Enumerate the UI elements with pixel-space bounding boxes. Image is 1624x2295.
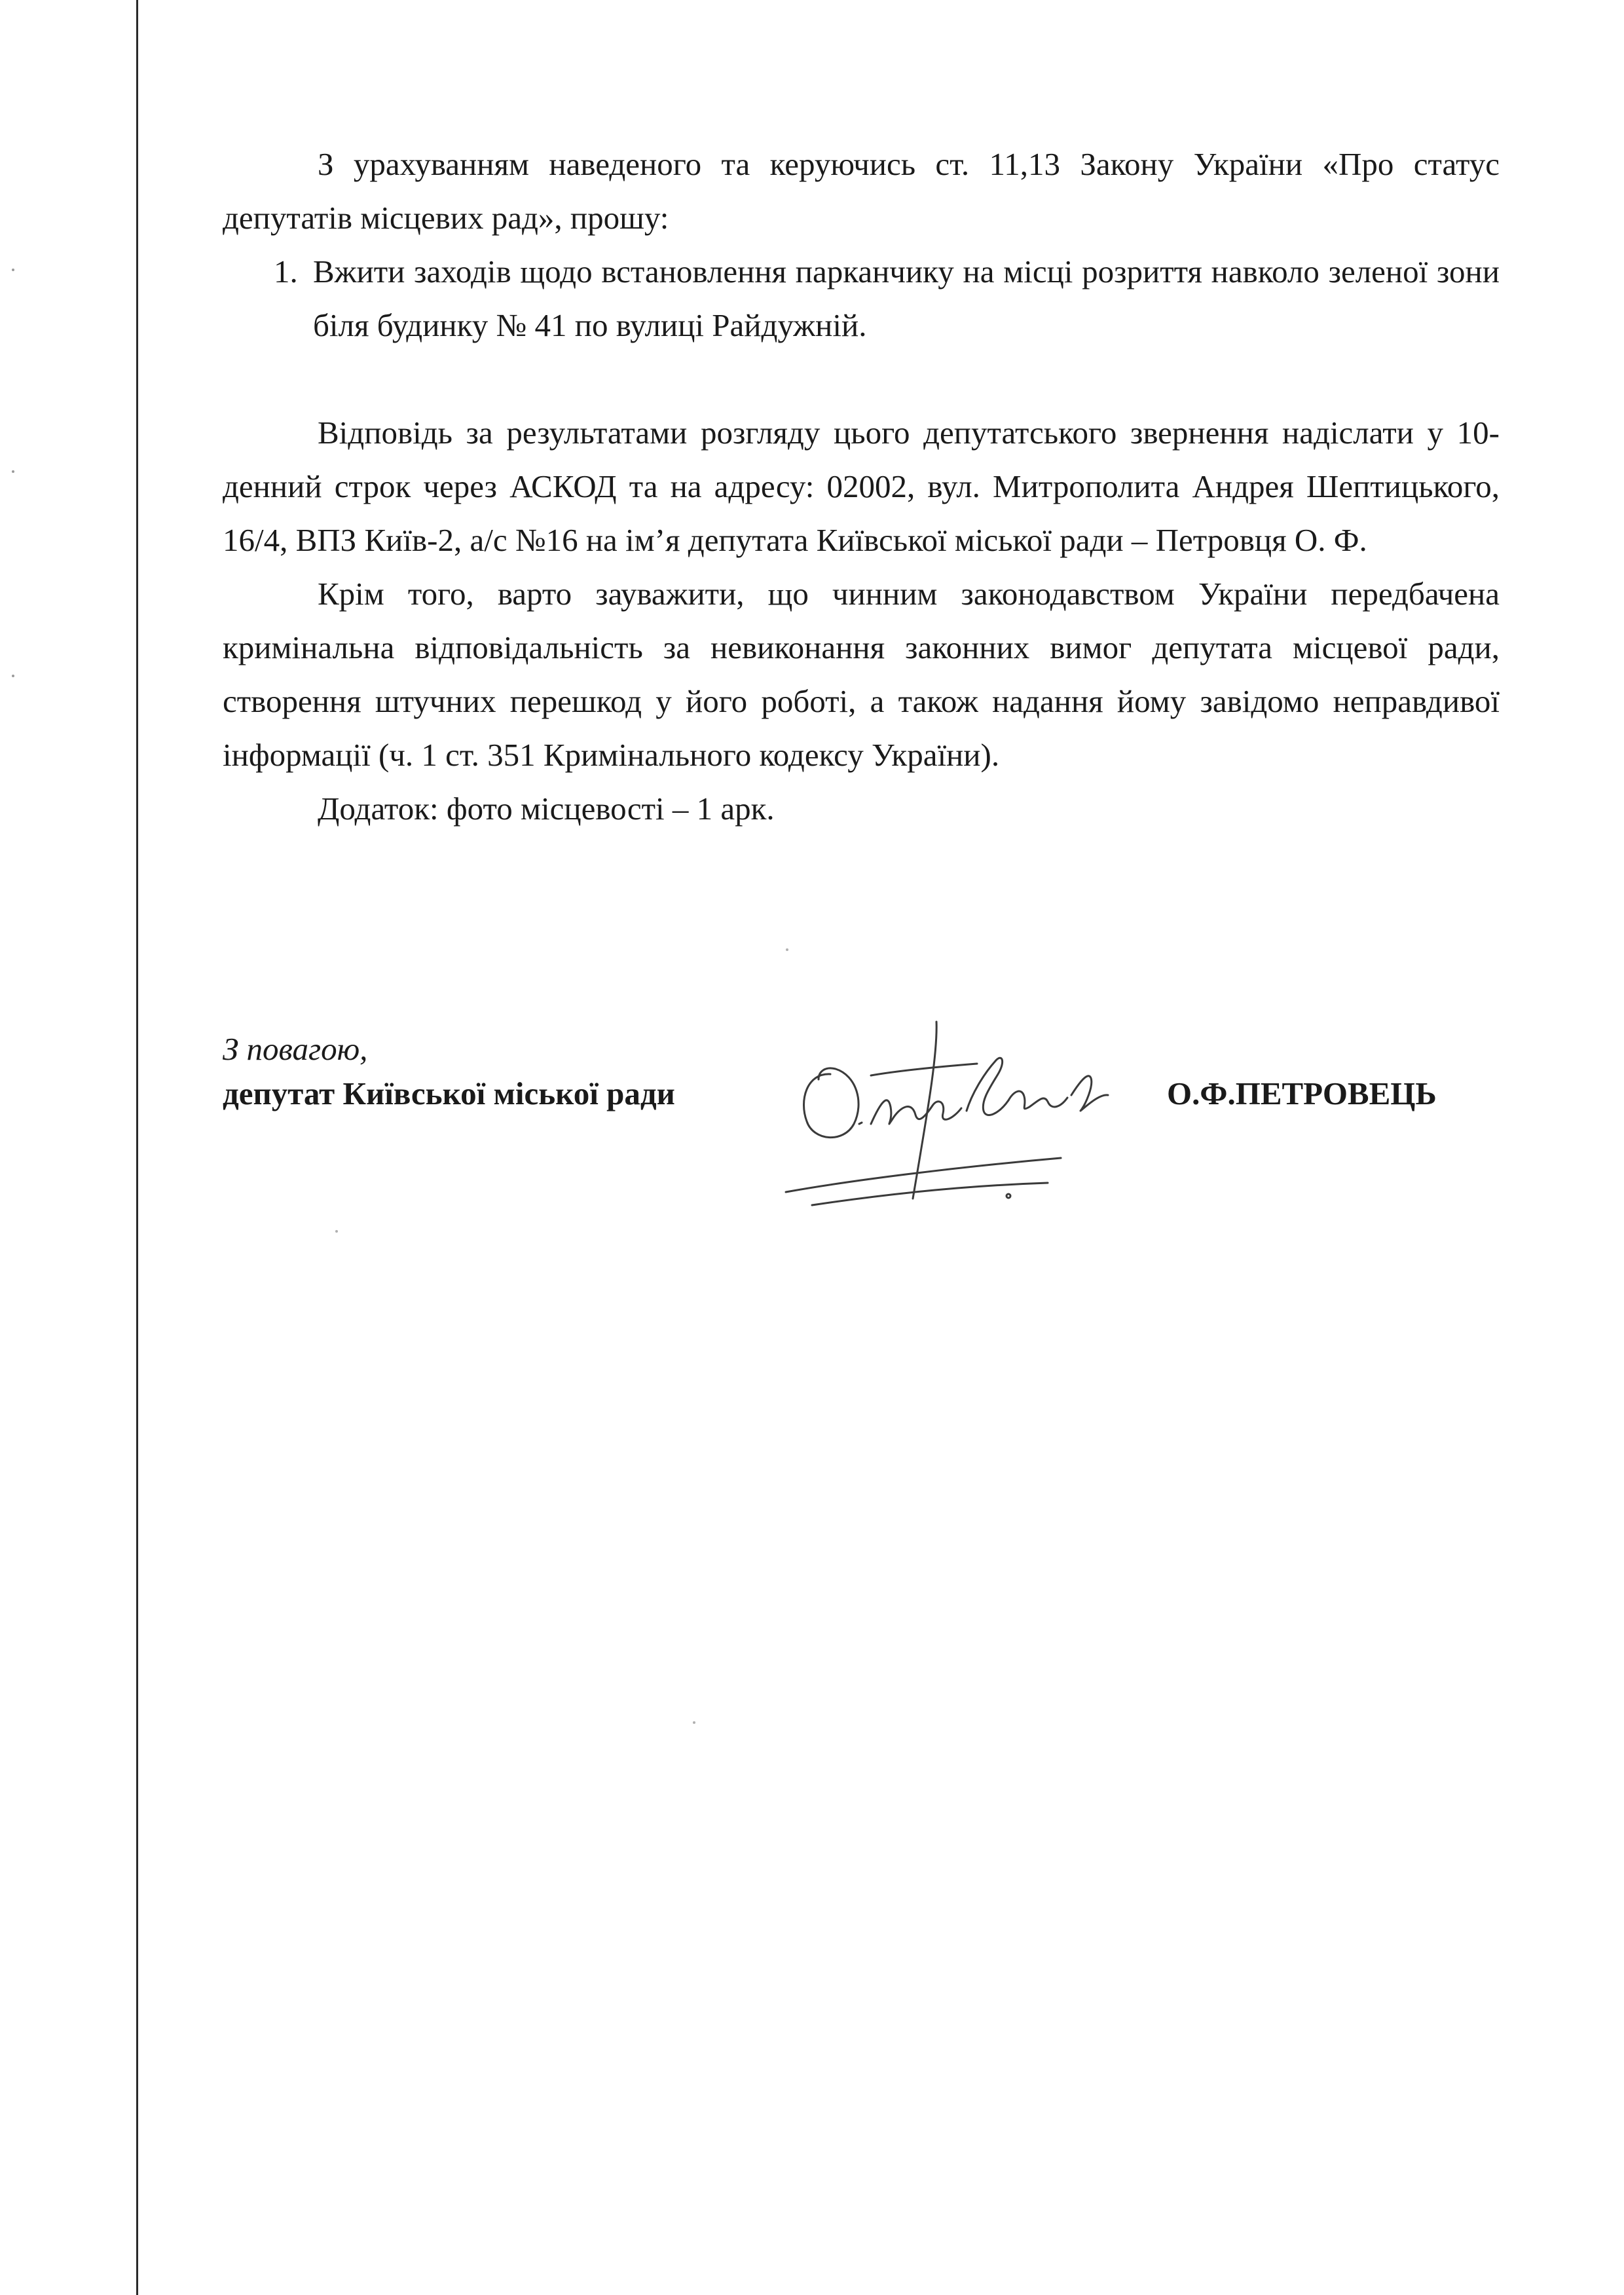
- attachment-note: Додаток: фото місцевості – 1 арк.: [318, 791, 775, 827]
- scan-speck: [335, 1230, 338, 1233]
- margin-speck: [12, 470, 14, 473]
- signer-name: О.Ф.ПЕТРОВЕЦЬ: [1167, 1075, 1437, 1111]
- response-paragraph: Відповідь за результатами розгляду цього депутатського звернення надіслати у 10-денний строк через АСКОД та на адресу: 02002, вул. Митрополита Андрея Шептицького, 16/4, ВПЗ Київ-2, а/с №16 на ім’я депутата Київської міської ради – Петровця О. Ф.: [223, 415, 1500, 558]
- letter-body: [223, 138, 1500, 836]
- signer-position: депутат Київської міської ради: [223, 1075, 675, 1111]
- closing-greeting: З повагою,: [223, 1031, 368, 1067]
- binding-margin-line: [136, 0, 138, 2295]
- intro-paragraph: З урахуванням наведеного та керуючись ст. 11,13 Закону України «Про статус депутатів місцевих рад», прошу:: [223, 146, 1500, 236]
- scan-speck: [693, 1721, 695, 1724]
- request-item: [223, 245, 1500, 352]
- request-item-number: 1.: [274, 253, 298, 289]
- closing-block: [223, 1027, 675, 1116]
- margin-speck: [12, 269, 14, 271]
- scan-speck: [786, 948, 788, 951]
- paragraph-gap: [223, 352, 1500, 406]
- request-list: [223, 245, 1500, 352]
- request-item-text: Вжити заходів щодо встановлення парканчику на місці розриття навколо зеленої зони біля будинку № 41 по вулиці Райдужній.: [313, 253, 1500, 343]
- margin-speck: [12, 675, 14, 677]
- liability-paragraph: Крім того, варто зауважити, що чинним законодавством України передбачена кримінальна відповідальність за невиконання законних вимог депутата місцевої ради, створення штучних перешкод у його роботі, а також надання йому завідомо неправдивої інформації (ч. 1 ст. 351 Кримінального кодексу України).: [223, 576, 1500, 773]
- handwritten-signature: [773, 996, 1139, 1218]
